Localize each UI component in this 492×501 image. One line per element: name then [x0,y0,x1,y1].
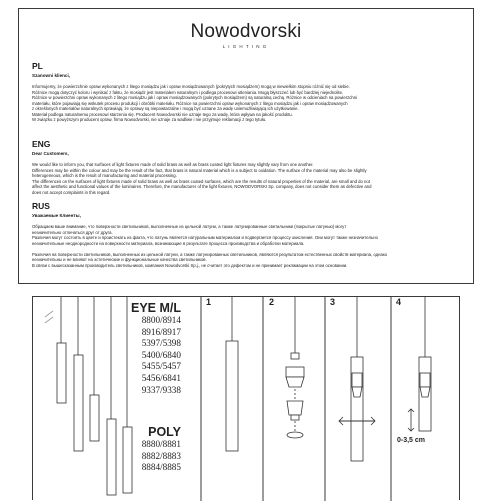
section-lang: ENG [32,139,51,149]
brand-subtitle: LIGHTING [222,44,270,49]
section-lang: PL [32,61,43,71]
list-item: 9337/9338 [141,384,181,395]
series-title: EYE M/L [130,301,181,315]
brand-logo [19,21,473,49]
list-item: 8880/8881 [141,439,181,449]
section-salutation: Szanowni klienci, [32,73,71,78]
list-item: 8884/8885 [141,462,181,473]
step-number: 2 [269,297,275,307]
section-text: Informujemy, że powierzchnie opraw wykonanych z litego mosiądzu jak i opraw mosiądzowanych (pokrytych mosiądzem) mogą w niewielkim stopniu różnić się od siebie. Różnice mogą dotyczyć koloru i wynikać z faktu, że mosiądz jest materiałem naturalnym i podlega procesowi utleniania. Mogą błyszczeć lub być bardziej niejednolite. Różnice w powierzchni opraw wykonanych z litego mosiądzu jak i opraw mosiądzowanych (pokrytych mosiądzem) są naturalną cechą. Różnice w odcieniach na powierzchni materiału, które pojawiają się wskutek procesu produkcji i obróbki materiału. Różnice na powierzchni opraw wykonanych z litego mosiądzu jak i opraw mosiądzowanych z określonych materiałów naturalnych sprawiają, że oprawy są niepowtarzalne i mogą być uznane za wadę uniemożliwiającą ich użytkowanie. Materiał podlega naturalnemu procesowi starzenia się. Producent Nowodvorski nie uznaje tego za wadę, która wpływa na jakość produktu. W związku z powyższym producent opraw, firma Nowodvorski, nie uznaje za wadliwe i nie przyjmuje reklamacji z tego tytułu. [32,84,358,123]
step-number: 4 [396,297,402,307]
list-item: 8916/8917 [141,326,181,337]
list-item: 8882/8883 [141,450,181,461]
product-family-drawing [45,297,132,495]
installation-panel [32,296,460,500]
section-pl [32,61,464,123]
step2-drawing [286,297,304,438]
section-rus [32,201,464,268]
step-number: 1 [206,297,212,307]
series-title: POLY [148,425,181,439]
model-list-eye [131,301,181,396]
model-list-poly [142,425,181,474]
pendant-body [90,395,99,441]
pendant-body [107,419,116,495]
step-number: 3 [330,297,336,307]
installation-drawing [33,297,461,501]
section-text: Обращаем ваше внимание, что поверхности светильников, выполненные из цельной латуни, а также латунированные светильники (покрытые латунью) могут незначительно отличаться друг от друга. Различия могут состоять в цвете и проистекать из факта, что латунь является натуральным материалом и подвергается процессу окисления. Они могут также незначительно незначительные неоднородности на поверхности материала, возникающие в результате процесса производства и обработки материала. Различия на поверхности светильников, выполненных из цельной латуни, а также латунированных светильников, являются результатом естественных свойств материала, однако незначительны и не влияют на эстетические и функциональные качества светильников. В связи с вышесказанным производитель светильников, компания Nowodvorski Sp.j., не считает это дефектом и не принимает рекламации на этом основании. [32,224,388,268]
section-salutation: Dear Customers, [32,151,69,156]
list-item: 8800/8914 [141,315,181,325]
list-item: 5455/5457 [141,361,181,372]
pendant-body [226,341,238,451]
step1-drawing [226,297,238,451]
step4-drawing [408,297,431,431]
code-list [131,315,181,396]
section-lang: RUS [32,201,50,211]
step3-drawing [339,297,375,461]
code-list [142,439,181,474]
section-text: We would like to inform you, that surfaces of light fixtures made of solid brass as well as brass coated light fixtures may slightly vary from one another. Differences may be within the colour and may be the result of the fact, that brass is natural material which is a subject to oxidation. The surface of the material may also be slightly heterogeneous, which is the result of manufacturing and material processing. The differences on the surfaces of light fixtures made of solid brass as well as brass coated surfaces, which are the results of natural properties of the material, are small and do not affect the aesthetic and functional values of the luminaires. Therefore, the manufacturer of the light fixtures, NOWODVORSKI Sp. company, does not consider them as defective and does not accept complaints in this regard. [32,162,372,195]
notice-box [18,8,474,284]
list-item: 5397/5398 [141,338,181,349]
pendant-body [74,355,83,451]
pendant-body [57,343,66,403]
brand-name: Nowodvorski [190,21,302,42]
list-item: 5400/6840 [141,349,181,360]
pendant-body [123,427,132,493]
section-eng [32,139,464,195]
dimension-label: 0-3,5 cm [397,437,426,444]
list-item: 5456/6841 [141,372,181,383]
section-salutation: Уважаемые Клиенты, [32,213,81,218]
